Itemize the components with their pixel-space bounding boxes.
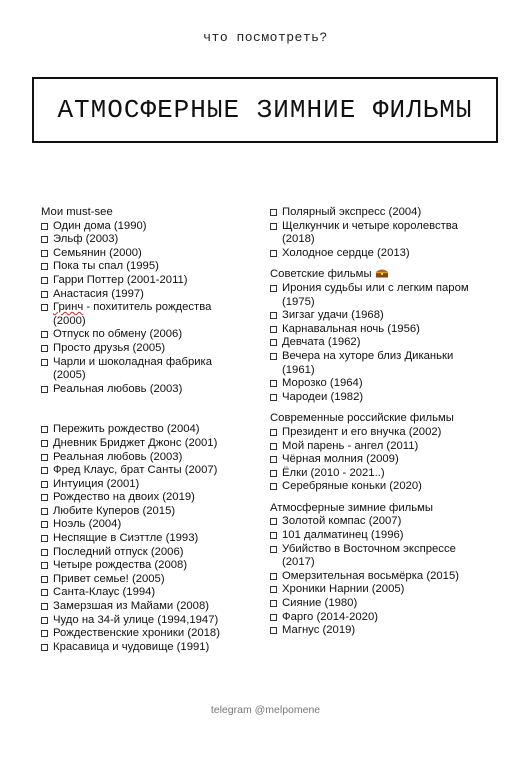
checkbox[interactable]: [41, 223, 48, 230]
list-item: [41, 546, 246, 560]
checkbox[interactable]: [41, 277, 48, 284]
list-item: [41, 437, 246, 451]
checkbox[interactable]: [41, 345, 48, 352]
checkbox[interactable]: [270, 285, 277, 292]
checkbox[interactable]: [270, 312, 277, 319]
checkbox[interactable]: [41, 603, 48, 610]
movie-title: Ёлки (2010 - 2021..): [282, 466, 385, 479]
list-item: [270, 480, 485, 494]
checkbox[interactable]: [270, 223, 277, 230]
checkbox[interactable]: [270, 483, 277, 490]
checkbox[interactable]: [41, 386, 48, 393]
section-heading-text: Атмосферные зимние фильмы: [270, 501, 433, 514]
section-heading: [270, 268, 485, 282]
list-item: [41, 505, 246, 519]
list-item: [270, 336, 485, 350]
section-heading-text: Современные российские фильмы: [270, 412, 454, 425]
movie-title: Щелкунчик и четыре королевства (2018): [282, 219, 458, 246]
movie-section: [41, 206, 246, 396]
movie-title: Четыре рождества (2008): [53, 559, 188, 572]
footer-credit: telegram @melpomene: [210, 704, 321, 716]
list-item: [41, 532, 246, 546]
checkbox[interactable]: [270, 627, 277, 634]
checkbox[interactable]: [270, 470, 277, 477]
movie-title: Просто друзья (2005): [53, 341, 166, 354]
list-item: [270, 570, 485, 584]
checkbox[interactable]: [41, 426, 48, 433]
list-item: [270, 515, 485, 529]
list-item: [41, 288, 246, 302]
checkbox[interactable]: [270, 326, 277, 333]
checkbox[interactable]: [41, 291, 48, 298]
movie-title: Привет семье! (2005): [53, 572, 165, 585]
list-item: [270, 611, 485, 625]
checkbox[interactable]: [270, 586, 277, 593]
list-item: [41, 356, 246, 383]
checkbox[interactable]: [41, 630, 48, 637]
list-item: [270, 453, 485, 467]
list-item: [41, 342, 246, 356]
movie-section: [270, 502, 485, 638]
list-item: [41, 423, 246, 437]
movie-section: [270, 268, 485, 404]
list-item: [270, 440, 485, 454]
checkbox[interactable]: [41, 521, 48, 528]
checkbox[interactable]: [270, 443, 277, 450]
list-item: [270, 282, 485, 309]
movie-title: Красавица и чудовище (1991): [53, 640, 210, 653]
checkbox[interactable]: [270, 380, 277, 387]
movie-title: Девчата (1962): [282, 336, 361, 349]
list-item: [270, 467, 485, 481]
list-item: [41, 451, 246, 465]
movie-section: [41, 423, 246, 654]
movie-title: Отпуск по обмену (2006): [53, 328, 183, 341]
checkbox[interactable]: [41, 467, 48, 474]
right-column: [270, 206, 485, 638]
movie-title: Чудо на 34-й улице (1994,1947): [53, 613, 219, 626]
checkbox[interactable]: [270, 532, 277, 539]
list-item: [41, 274, 246, 288]
section-heading-text: Советские фильмы: [270, 268, 372, 281]
movie-title: Фред Клаус, брат Санты (2007): [53, 464, 218, 477]
list-item: [41, 220, 246, 234]
checkbox[interactable]: [270, 339, 277, 346]
checkbox[interactable]: [41, 589, 48, 596]
movie-title: Последний отпуск (2006): [53, 545, 184, 558]
checkbox[interactable]: [41, 576, 48, 583]
movie-title: Золотой компас (2007): [282, 515, 402, 528]
list-item: [270, 247, 485, 261]
checkbox[interactable]: [41, 304, 48, 311]
checkbox[interactable]: [41, 440, 48, 447]
movie-title: Президент и его внучка (2002): [282, 425, 442, 438]
list-item: [41, 573, 246, 587]
list-item: [41, 600, 246, 614]
list-item: [270, 377, 485, 391]
list-item: [41, 586, 246, 600]
list-item: [41, 260, 246, 274]
movie-title: Магнус (2019): [282, 624, 356, 637]
checkbox[interactable]: [41, 644, 48, 651]
movie-title: Ирония судьбы или с легким паром (1975): [282, 281, 469, 308]
list-item: [41, 383, 246, 397]
movie-title: Реальная любовь (2003): [53, 450, 183, 463]
list-item: [41, 301, 246, 328]
movie-title: Чарли и шоколадная фабрика (2005): [53, 355, 213, 382]
checkbox[interactable]: [270, 353, 277, 360]
movie-title: Рождественские хроники (2018): [53, 627, 220, 640]
checkbox[interactable]: [270, 394, 277, 401]
movie-title: Неспящие в Сиэттле (1993): [53, 532, 199, 545]
list-item: [270, 597, 485, 611]
checkbox[interactable]: [41, 454, 48, 461]
checkbox[interactable]: [41, 331, 48, 338]
left-column: [41, 206, 246, 654]
checkbox[interactable]: [41, 508, 48, 515]
checkbox[interactable]: [41, 617, 48, 624]
list-item: [270, 350, 485, 377]
checkbox[interactable]: [41, 250, 48, 257]
movie-section: [270, 412, 485, 494]
movie-title: Дневник Бриджет Джонс (2001): [53, 436, 218, 449]
checkbox[interactable]: [270, 546, 277, 553]
movie-title: Санта-Клаус (1994): [53, 586, 156, 599]
treasure-chest-icon: [375, 268, 389, 278]
section-gap: [41, 396, 246, 423]
movie-title: Мой парень - ангел (2011): [282, 439, 419, 452]
movie-title: Чёрная молния (2009): [282, 453, 399, 466]
checkbox[interactable]: [41, 549, 48, 556]
page-subtitle: что посмотреть?: [203, 30, 328, 45]
movie-title: Чародеи (1982): [282, 390, 364, 403]
section-heading-text: Мои must-see: [41, 206, 113, 218]
movie-title: Реальная любовь (2003): [53, 382, 183, 395]
list-item: [41, 491, 246, 505]
list-item: [41, 233, 246, 247]
checkbox[interactable]: [41, 494, 48, 501]
section-heading: [270, 502, 485, 516]
list-item: [270, 529, 485, 543]
list-item: [270, 206, 485, 220]
movie-title: Зигзаг удачи (1968): [282, 309, 384, 322]
checkbox[interactable]: [270, 209, 277, 216]
movie-title: Один дома (1990): [53, 219, 147, 232]
checkbox[interactable]: [270, 518, 277, 525]
movie-title: Анастасия (1997): [53, 287, 144, 300]
list-item: [41, 247, 246, 261]
movie-title: Убийство в Восточном экспрессе (2017): [282, 542, 456, 569]
list-item: [41, 641, 246, 655]
movie-title: Холодное сердце (2013): [282, 246, 410, 259]
list-item: [270, 323, 485, 337]
movie-title: Пережить рождество (2004): [53, 423, 200, 436]
list-item: [41, 559, 246, 573]
movie-title: Семьянин (2000): [53, 246, 142, 259]
movie-title: Рождество на двоих (2019): [53, 491, 195, 504]
movie-title: Гринч - похититель рождества (2000): [53, 301, 212, 327]
movie-title: Омерзительная восьмёрка (2015): [282, 569, 459, 582]
movie-title: Замерзшая из Майами (2008): [53, 600, 210, 613]
list-item: [41, 627, 246, 641]
list-item: [41, 478, 246, 492]
checkbox[interactable]: [41, 359, 48, 366]
list-item: [41, 464, 246, 478]
list-item: [270, 583, 485, 597]
list-item: [270, 309, 485, 323]
list-item: [270, 426, 485, 440]
movie-title: Серебряные коньки (2020): [282, 480, 422, 493]
movie-title: Карнавальная ночь (1956): [282, 322, 420, 335]
checkbox[interactable]: [270, 456, 277, 463]
list-item: [270, 543, 485, 570]
list-item: [270, 220, 485, 247]
movie-title: Интуиция (2001): [53, 477, 140, 490]
movie-title: Полярный экспресс (2004): [282, 206, 422, 218]
section-gap: [270, 494, 485, 502]
section-heading: [41, 206, 246, 220]
list-item: [41, 328, 246, 342]
checkbox[interactable]: [41, 481, 48, 488]
checkbox[interactable]: [270, 600, 277, 607]
checkbox[interactable]: [270, 429, 277, 436]
movie-title: Сияние (1980): [282, 597, 358, 610]
title-box: [32, 77, 498, 143]
movie-title: Ноэль (2004): [53, 518, 122, 531]
list-item: [41, 614, 246, 628]
movie-title: Пока ты спал (1995): [53, 260, 159, 273]
movie-title: 101 далматинец (1996): [282, 529, 404, 542]
checkbox[interactable]: [41, 562, 48, 569]
movie-section: [270, 206, 485, 260]
movie-title: Гарри Поттер (2001-2011): [53, 273, 188, 286]
movie-title: Эльф (2003): [53, 233, 119, 246]
page-title: АТМОСФЕРНЫЕ ЗИМНИЕ ФИЛЬМЫ: [57, 95, 473, 125]
list-item: [270, 624, 485, 638]
checkbox[interactable]: [270, 573, 277, 580]
checkbox[interactable]: [270, 614, 277, 621]
checkbox[interactable]: [41, 263, 48, 270]
checkbox[interactable]: [41, 535, 48, 542]
checkbox[interactable]: [270, 250, 277, 257]
list-item: [41, 518, 246, 532]
list-item: [270, 391, 485, 405]
section-gap: [270, 260, 485, 268]
section-heading: [270, 412, 485, 426]
movie-title: Хроники Нарнии (2005): [282, 583, 405, 596]
movie-title: Морозко (1964): [282, 377, 363, 390]
section-gap: [270, 404, 485, 412]
checkbox[interactable]: [41, 236, 48, 243]
movie-title: Вечера на хуторе близ Диканьки (1961): [282, 349, 454, 376]
movie-title: Любите Куперов (2015): [53, 504, 176, 517]
movie-title: Фарго (2014-2020): [282, 610, 378, 623]
spellcheck-underline: Гринч: [53, 301, 84, 314]
